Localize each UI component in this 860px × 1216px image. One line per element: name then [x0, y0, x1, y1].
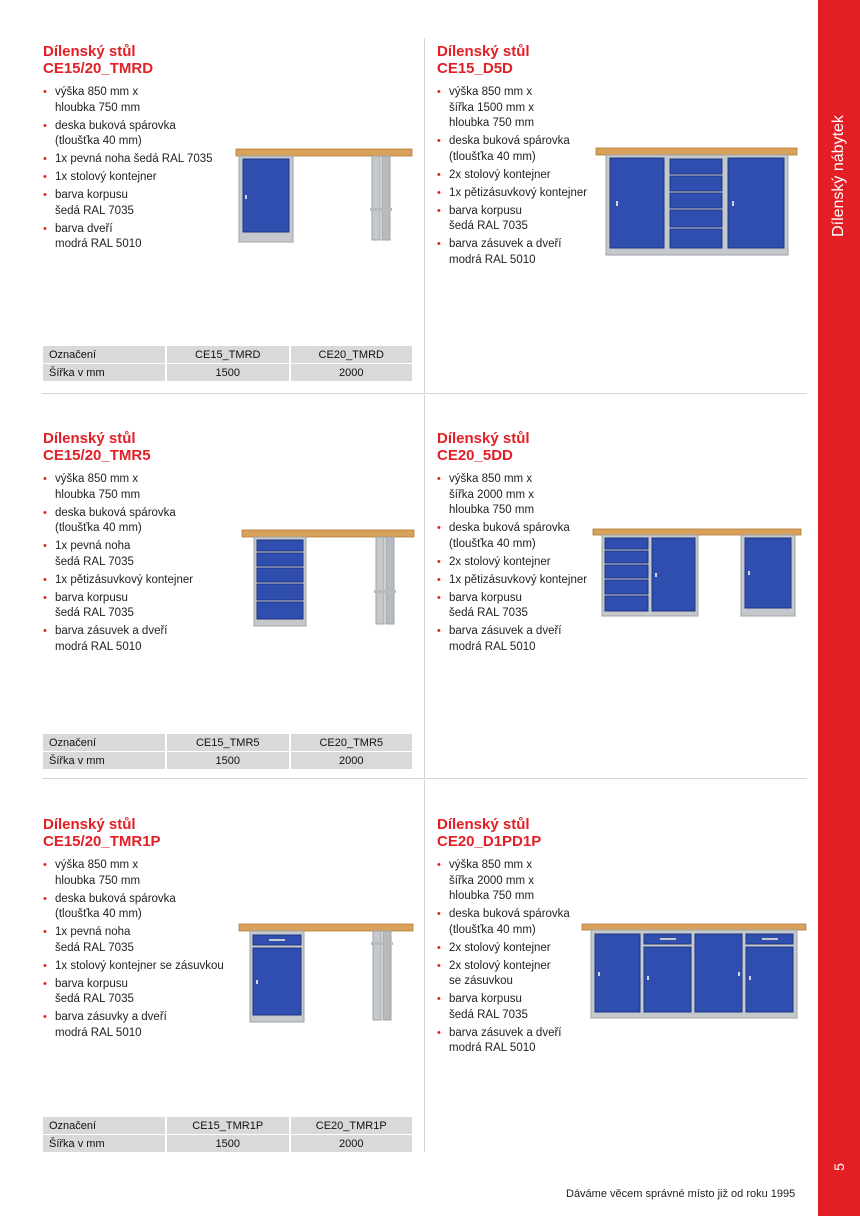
table-cell: 1500	[167, 364, 289, 381]
table-row	[43, 734, 412, 751]
page-number-text: 5	[831, 1163, 847, 1171]
spec-item: • barva zásuvek a dveří modrá RAL 5010	[43, 624, 415, 655]
product-title-line1: Dílenský stůl	[437, 430, 530, 447]
spec-item: • barva zásuvek a dveří modrá RAL 5010	[437, 237, 809, 268]
spec-item: • 1x pětizásuvkový kontejner	[437, 573, 809, 589]
product-code: CE15/20_TMRD	[43, 60, 154, 77]
variant-table	[41, 1116, 414, 1153]
product-title-line1: Dílenský stůl	[437, 816, 530, 833]
spec-item: • barva zásuvky a dveří modrá RAL 5010	[43, 1010, 415, 1041]
workbench-5dd-image	[591, 527, 803, 619]
spec-item: • 2x stolový kontejner	[437, 168, 809, 184]
product-title-line1: Dílenský stůl	[437, 43, 530, 60]
spec-item: • deska buková spárovka (tloušťka 40 mm)	[43, 506, 415, 537]
table-cell: 1500	[167, 1135, 289, 1152]
spec-item: • barva korpusu šedá RAL 7035	[437, 591, 809, 622]
spec-item: • 1x pevná noha šedá RAL 7035	[43, 539, 415, 570]
spec-item: • barva korpusu šedá RAL 7035	[43, 591, 415, 622]
product-code: CE15/20_TMR1P	[43, 833, 161, 850]
table-cell: CE20_TMR5	[291, 734, 413, 751]
spec-item: • výška 850 mm x šířka 1500 mm x hloubka 750 mm	[437, 85, 809, 132]
table-cell: CE15_TMR1P	[167, 1117, 289, 1134]
variant-table	[41, 345, 414, 382]
spec-item: • 1x pětizásuvkový kontejner	[43, 573, 415, 589]
table-row	[43, 364, 412, 381]
sidebar-title-text: Dílenský nábytek	[830, 115, 847, 237]
spec-item: • 2x stolový kontejner	[437, 941, 809, 957]
spec-item: • deska buková spárovka (tloušťka 40 mm)	[437, 907, 809, 938]
table-cell: 1500	[167, 752, 289, 769]
spec-item: • barva korpusu šedá RAL 7035	[437, 204, 809, 235]
sidebar-title	[818, 0, 860, 340]
product-title-line1: Dílenský stůl	[43, 430, 136, 447]
workbench-d5d-image	[594, 145, 800, 259]
table-cell: Označení	[43, 1117, 165, 1134]
product-title	[43, 430, 415, 464]
row-divider	[42, 393, 807, 394]
spec-item: • barva korpusu šedá RAL 7035	[43, 977, 415, 1008]
variant-table	[41, 733, 414, 770]
spec-item: • 1x stolový kontejner se zásuvkou	[43, 959, 415, 975]
page-number	[818, 1150, 860, 1184]
product-title	[43, 816, 415, 850]
spec-item: • 1x pevná noha šedá RAL 7035	[43, 152, 415, 168]
spec-item: • barva zásuvek a dveří modrá RAL 5010	[437, 1026, 809, 1057]
spec-item: • barva zásuvek a dveří modrá RAL 5010	[437, 624, 809, 655]
spec-item: • 1x pevná noha šedá RAL 7035	[43, 925, 415, 956]
footer-tagline: Dáváme věcem správné místo již od roku 1995	[566, 1188, 796, 1200]
column-divider	[424, 38, 425, 394]
table-cell: Označení	[43, 346, 165, 363]
spec-item: • barva korpusu šedá RAL 7035	[437, 992, 809, 1023]
table-cell: 2000	[291, 752, 413, 769]
product-title	[437, 43, 809, 77]
workbench-d1pd1p-image	[580, 922, 808, 1022]
spec-item: • 2x stolový kontejner se zásuvkou	[437, 959, 809, 990]
product-code: CE20_D1PD1P	[437, 833, 542, 850]
product-title	[43, 43, 415, 77]
spec-item: • výška 850 mm x hloubka 750 mm	[43, 858, 415, 889]
table-row	[43, 346, 412, 363]
spec-item: • barva dveří modrá RAL 5010	[43, 222, 415, 253]
table-cell: 2000	[291, 364, 413, 381]
spec-item: • výška 850 mm x šířka 2000 mm x hloubka 750 mm	[437, 472, 809, 519]
product-title-line1: Dílenský stůl	[43, 816, 136, 833]
workbench-tmr5-image	[240, 528, 416, 630]
product-title-line1: Dílenský stůl	[43, 43, 136, 60]
column-divider	[424, 395, 425, 779]
spec-item: • deska buková spárovka (tloušťka 40 mm)	[437, 134, 809, 165]
table-row	[43, 752, 412, 769]
spec-item: • výška 850 mm x hloubka 750 mm	[43, 85, 415, 116]
table-cell: 2000	[291, 1135, 413, 1152]
category-sidebar	[818, 0, 860, 1216]
workbench-tmrd-image	[234, 146, 416, 246]
row-divider	[42, 778, 807, 779]
spec-item: • výška 850 mm x šířka 2000 mm x hloubka 750 mm	[437, 858, 809, 905]
table-cell: CE15_TMRD	[167, 346, 289, 363]
spec-item: • deska buková spárovka (tloušťka 40 mm)	[43, 892, 415, 923]
table-cell: Označení	[43, 734, 165, 751]
product-code: CE15/20_TMR5	[43, 447, 151, 464]
table-cell: Šířka v mm	[43, 364, 165, 381]
spec-item: • deska buková spárovka (tloušťka 40 mm)	[43, 119, 415, 150]
product-title	[437, 816, 809, 850]
table-row	[43, 1117, 412, 1134]
product-code: CE15_D5D	[437, 60, 513, 77]
table-cell: CE15_TMR5	[167, 734, 289, 751]
product-code: CE20_5DD	[437, 447, 513, 464]
spec-item: • 2x stolový kontejner	[437, 555, 809, 571]
table-cell: CE20_TMR1P	[291, 1117, 413, 1134]
spec-item: • 1x pětizásuvkový kontejner	[437, 186, 809, 202]
workbench-tmr1p-image	[237, 922, 415, 1026]
table-cell: Šířka v mm	[43, 752, 165, 769]
product-title	[437, 430, 809, 464]
spec-item: • výška 850 mm x hloubka 750 mm	[43, 472, 415, 503]
table-row	[43, 1135, 412, 1152]
spec-item: • barva korpusu šedá RAL 7035	[43, 188, 415, 219]
spec-item: • 1x stolový kontejner	[43, 170, 415, 186]
table-cell: Šířka v mm	[43, 1135, 165, 1152]
spec-item: • deska buková spárovka (tloušťka 40 mm)	[437, 521, 809, 552]
table-cell: CE20_TMRD	[291, 346, 413, 363]
column-divider	[424, 780, 425, 1152]
